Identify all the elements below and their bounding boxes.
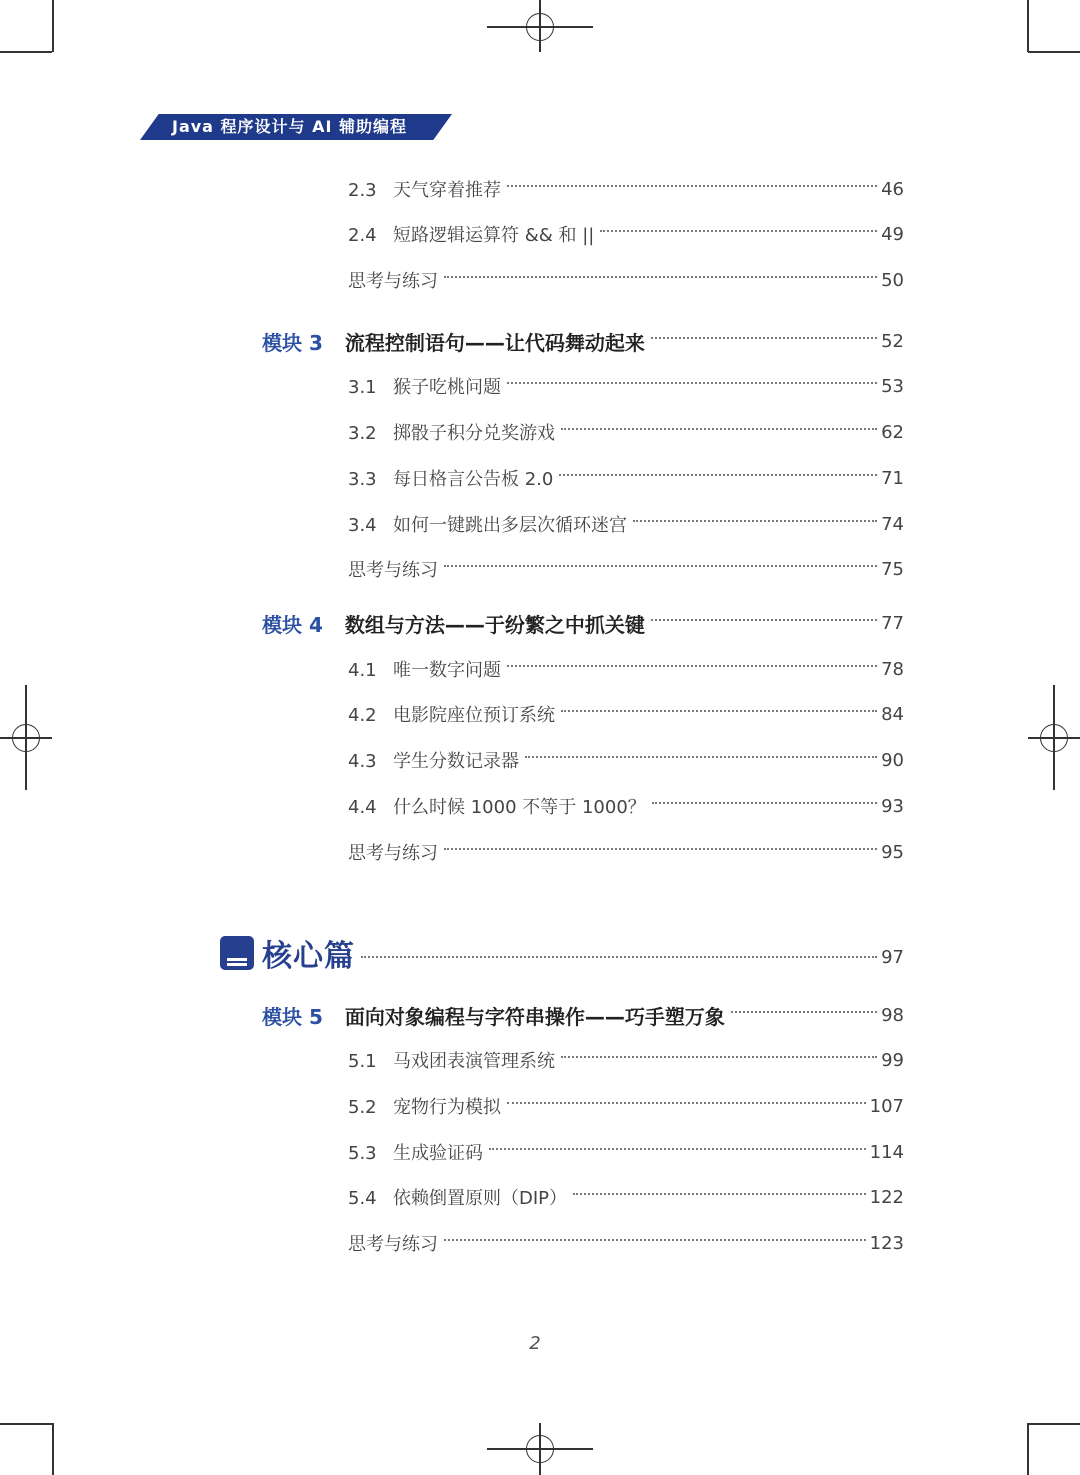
section-number: 3.1	[348, 377, 377, 398]
section-number: 5.2	[348, 1097, 377, 1118]
module-title: 面向对象编程与字符串操作——巧手塑万象	[344, 1004, 725, 1029]
toc-entry[interactable]	[348, 554, 904, 584]
section-title: 生成验证码	[393, 1143, 483, 1164]
toc-part-entry[interactable]	[220, 934, 904, 972]
section-title: 短路逻辑运算符 && 和 ||	[393, 225, 595, 246]
page-number: 75	[881, 558, 904, 580]
leader-dots	[444, 565, 877, 567]
page-number: 114	[869, 1141, 904, 1163]
leader-dots	[561, 428, 877, 430]
module-number: 模块 4	[262, 612, 323, 637]
leader-dots	[600, 230, 877, 232]
leader-dots	[652, 802, 877, 804]
leader-dots	[507, 382, 877, 384]
leader-dots	[507, 1102, 866, 1104]
section-title: 唯一数字问题	[393, 660, 501, 681]
module-title: 流程控制语句——让代码舞动起来	[344, 330, 645, 355]
toc-module-entry[interactable]	[262, 608, 904, 638]
page-number: 49	[881, 223, 904, 245]
page-number: 50	[881, 269, 904, 291]
crop-mark	[1028, 1423, 1080, 1425]
module-number: 模块 5	[262, 1004, 323, 1029]
section-title: 天气穿着推荐	[393, 180, 501, 201]
section-title: 每日格言公告板 2.0	[393, 469, 554, 490]
leader-dots	[507, 665, 877, 667]
page-number: 122	[869, 1186, 904, 1208]
page-number: 99	[881, 1049, 904, 1071]
toc-entry[interactable]	[348, 174, 904, 204]
exercise-title: 思考与练习	[348, 843, 438, 864]
section-number: 3.2	[348, 423, 377, 444]
toc-entry[interactable]	[348, 1228, 904, 1258]
toc-entry[interactable]	[348, 699, 904, 729]
toc-entry[interactable]	[348, 1137, 904, 1167]
book-icon	[220, 936, 254, 970]
page-number: 46	[881, 178, 904, 200]
crop-mark	[0, 1423, 52, 1425]
page-number: 123	[869, 1232, 904, 1254]
crop-mark	[1027, 0, 1029, 52]
toc-entry[interactable]	[348, 654, 904, 684]
exercise-title: 思考与练习	[348, 560, 438, 581]
leader-dots	[507, 185, 877, 187]
module-title: 数组与方法——于纷繁之中抓关键	[344, 612, 645, 637]
page-number: 71	[881, 467, 904, 489]
section-number: 5.1	[348, 1051, 377, 1072]
leader-dots	[573, 1193, 866, 1195]
toc-module-entry[interactable]	[262, 326, 904, 356]
toc-entry[interactable]	[348, 745, 904, 775]
section-title: 猴子吃桃问题	[393, 377, 501, 398]
crop-mark	[52, 1423, 54, 1475]
section-title: 马戏团表演管理系统	[393, 1051, 555, 1072]
toc-entry[interactable]	[348, 1045, 904, 1075]
running-header: Java 程序设计与 AI 辅助编程	[172, 117, 408, 136]
section-number: 3.4	[348, 515, 377, 536]
section-number: 4.2	[348, 705, 377, 726]
module-number: 模块 3	[262, 330, 323, 355]
leader-dots	[444, 848, 877, 850]
toc-entry[interactable]	[348, 791, 904, 821]
page-number: 62	[881, 421, 904, 443]
leader-dots	[561, 1056, 877, 1058]
section-number: 5.3	[348, 1143, 377, 1164]
page-number: 53	[881, 375, 904, 397]
toc-entry[interactable]	[348, 1182, 904, 1212]
section-number: 4.1	[348, 660, 377, 681]
leader-dots	[444, 276, 877, 278]
section-title: 学生分数记录器	[393, 751, 519, 772]
section-title: 掷骰子积分兑奖游戏	[393, 423, 555, 444]
leader-dots	[361, 956, 877, 958]
leader-dots	[731, 1011, 877, 1013]
page-number: 74	[881, 513, 904, 535]
leader-dots	[489, 1148, 866, 1150]
crop-mark	[52, 0, 54, 52]
toc-module-entry[interactable]	[262, 1000, 904, 1030]
section-title: 依赖倒置原则（DIP）	[393, 1188, 568, 1209]
section-number: 4.3	[348, 751, 377, 772]
section-number: 2.3	[348, 180, 377, 201]
page-folio: 2	[529, 1333, 541, 1354]
leader-dots	[559, 474, 877, 476]
crop-mark	[0, 51, 52, 53]
toc-entry[interactable]	[348, 371, 904, 401]
section-number: 4.4	[348, 797, 377, 818]
section-number: 5.4	[348, 1188, 377, 1209]
section-title: 宠物行为模拟	[393, 1097, 501, 1118]
exercise-title: 思考与练习	[348, 1234, 438, 1255]
toc-entry[interactable]	[348, 219, 904, 249]
section-title: 电影院座位预订系统	[393, 705, 555, 726]
leader-dots	[525, 756, 877, 758]
crop-mark	[1028, 51, 1080, 53]
page-number: 90	[881, 749, 904, 771]
section-number: 2.4	[348, 225, 377, 246]
toc-entry[interactable]	[348, 509, 904, 539]
section-title: 如何一键跳出多层次循环迷宫	[393, 515, 627, 536]
leader-dots	[651, 337, 877, 339]
toc-entry[interactable]	[348, 463, 904, 493]
section-title: 什么时候 1000 不等于 1000？	[393, 797, 646, 818]
leader-dots	[651, 619, 877, 621]
part-title: 核心篇	[262, 939, 355, 974]
toc-entry[interactable]	[348, 837, 904, 867]
page-number: 84	[881, 703, 904, 725]
toc-entry[interactable]	[348, 1091, 904, 1121]
page-number: 107	[869, 1095, 904, 1117]
page-number: 77	[881, 612, 904, 634]
toc-entry[interactable]	[348, 265, 904, 295]
exercise-title: 思考与练习	[348, 271, 438, 292]
section-number: 3.3	[348, 469, 377, 490]
leader-dots	[633, 520, 877, 522]
page-number: 97	[881, 946, 904, 968]
crop-mark	[1027, 1423, 1029, 1475]
page-number: 78	[881, 658, 904, 680]
leader-dots	[444, 1239, 866, 1241]
page-number: 93	[881, 795, 904, 817]
page-number: 98	[881, 1004, 904, 1026]
leader-dots	[561, 710, 877, 712]
toc-entry[interactable]	[348, 417, 904, 447]
page-number: 95	[881, 841, 904, 863]
page-number: 52	[881, 330, 904, 352]
